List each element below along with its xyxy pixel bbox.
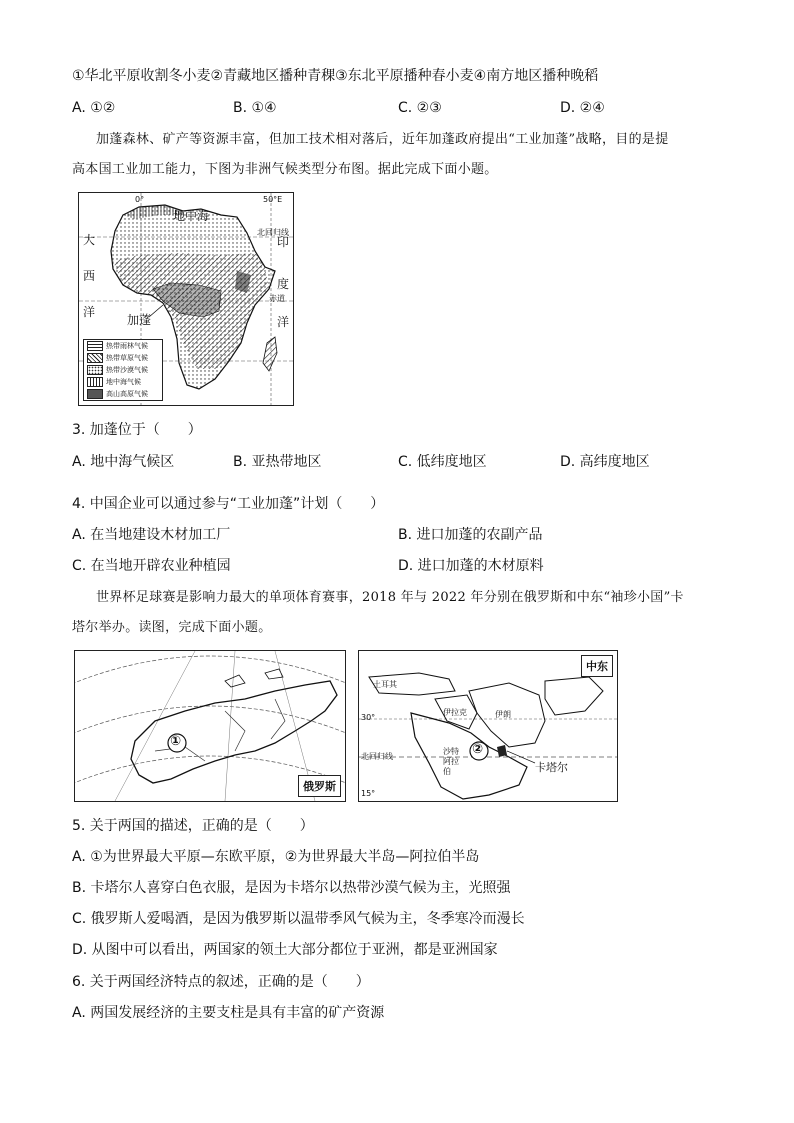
q3-stem: 3. 加蓬位于（ ）	[72, 422, 202, 438]
meridian-2	[225, 651, 235, 801]
lat-15-label: 15°	[361, 789, 376, 798]
river-2	[225, 711, 245, 751]
lat-30-label: 30°	[361, 713, 376, 722]
q4-option-a: A. 在当地建设木材加工厂	[72, 527, 231, 543]
atlantic-label-1: 大	[83, 233, 96, 247]
q6-stem: 6. 关于两国经济特点的叙述，正确的是（ ）	[72, 974, 370, 990]
q5-stem: 5. 关于两国的描述，正确的是（ ）	[72, 818, 314, 834]
q3-option-c: C. 低纬度地区	[398, 454, 487, 470]
turkey-label: 土耳其	[373, 680, 397, 689]
legend-desert	[84, 364, 162, 376]
arctic-island-1	[225, 675, 245, 687]
q2-option-c: C. ②③	[398, 100, 442, 116]
q3-option-a: A. 地中海气候区	[72, 454, 175, 470]
q2-option-d: D. ②④	[560, 100, 605, 116]
legend-swatch-grid	[87, 341, 103, 351]
legend-label: 热带草原气候	[106, 354, 148, 362]
q2-option-b: B. ①④	[233, 100, 277, 116]
q3-option-b: B. 亚热带地区	[233, 454, 322, 470]
mideast-tag: 中东	[581, 655, 613, 677]
meridian-1	[115, 651, 195, 801]
legend-swatch-hatch	[87, 353, 103, 363]
q4-stem: 4. 中国企业可以通过参与“工业加蓬”计划（ ）	[72, 496, 385, 512]
africa-climate-map	[78, 192, 294, 406]
passage2-line1: 世界杯足球赛是影响力最大的单项体育赛事，2018 年与 2022 年分别在俄罗斯和中东“袖珍小国”卡	[96, 590, 684, 605]
legend-label: 高山高原气候	[106, 390, 148, 398]
climate-legend	[83, 339, 163, 401]
qatar-shape	[497, 745, 507, 757]
lon-label-0: 0°	[135, 195, 145, 204]
russia-tag: 俄罗斯	[298, 775, 341, 797]
legend-swatch-dark	[87, 389, 103, 399]
russia-map	[74, 650, 346, 802]
middle-east-map	[358, 650, 618, 802]
equator-label: 赤道	[269, 294, 285, 303]
indian-label-1: 印	[277, 235, 290, 249]
river-3	[271, 699, 285, 739]
q5-option-d: D. 从图中可以看出，两国家的领土大部分都位于亚洲，都是亚洲国家	[72, 942, 498, 958]
tropic-cancer-label-me: 北回归线	[361, 752, 393, 761]
saudi-label: 沙特阿拉伯	[443, 747, 459, 776]
legend-label: 热带沙漠气候	[106, 366, 148, 374]
legend-label: 热带雨林气候	[106, 342, 148, 350]
q6-option-a: A. 两国发展经济的主要支柱是具有丰富的矿产资源	[72, 1005, 385, 1021]
legend-swatch-dots	[87, 365, 103, 375]
legend-highland	[84, 388, 162, 400]
q5-option-a: A. ①为世界最大平原—东欧平原，②为世界最大半岛—阿拉伯半岛	[72, 849, 480, 865]
passage1-line2: 高本国工业加工能力，下图为非洲气候类型分布图。据此完成下面小题。	[72, 162, 498, 177]
graticule-arc-2	[75, 706, 345, 741]
q4-option-b: B. 进口加蓬的农副产品	[398, 527, 543, 543]
q3-option-d: D. 高纬度地区	[560, 454, 650, 470]
legend-savanna	[84, 352, 162, 364]
tropic-cancer-label: 北回归线	[257, 228, 289, 237]
indian-label-3: 洋	[277, 315, 290, 329]
afghanistan-outline	[545, 677, 603, 715]
legend-rainforest	[84, 340, 162, 352]
q2-option-a: A. ①②	[72, 100, 116, 116]
iran-label: 伊朗	[495, 710, 511, 719]
atlantic-label-2: 西	[83, 269, 96, 283]
passage1-line1: 加蓬森林、矿产等资源丰富，但加工技术相对落后，近年加蓬政府提出“工业加蓬”战略，目的是提	[96, 132, 669, 147]
q4-option-d: D. 进口加蓬的木材原料	[398, 558, 544, 574]
atlantic-label-3: 洋	[83, 305, 96, 319]
q5-option-b: B. 卡塔尔人喜穿白色衣服，是因为卡塔尔以热带沙漠气候为主，光照强	[72, 880, 511, 896]
legend-swatch-vertical	[87, 377, 103, 387]
marker-1-label: ①	[170, 734, 182, 749]
indian-label-2: 度	[277, 277, 290, 291]
legend-mediterranean	[84, 376, 162, 388]
q2-statement: ①华北平原收割冬小麦②青藏地区播种青稞③东北平原播种春小麦④南方地区播种晚稻	[72, 68, 599, 84]
passage2-line2: 塔尔举办。读图，完成下面小题。	[72, 620, 272, 635]
gabon-label: 加蓬	[127, 313, 152, 327]
iraq-label: 伊拉克	[443, 708, 467, 717]
mediterranean-sea-label: 地中海	[173, 209, 210, 223]
qatar-label: 卡塔尔	[535, 761, 568, 774]
gabon-pointer	[149, 305, 163, 317]
rainforest-zone	[153, 283, 221, 317]
madagascar-island	[263, 337, 277, 371]
marker-2-label: ②	[472, 742, 484, 757]
legend-label: 地中海气候	[106, 378, 141, 386]
q5-option-c: C. 俄罗斯人爱喝酒，是因为俄罗斯以温带季风气候为主，冬季寒冷而漫长	[72, 911, 525, 927]
q4-option-c: C. 在当地开辟农业种植园	[72, 558, 231, 574]
arabian-peninsula-outline	[411, 713, 527, 799]
lon-label-50e: 50°E	[263, 195, 283, 204]
middle-east-map-svg	[359, 651, 617, 801]
